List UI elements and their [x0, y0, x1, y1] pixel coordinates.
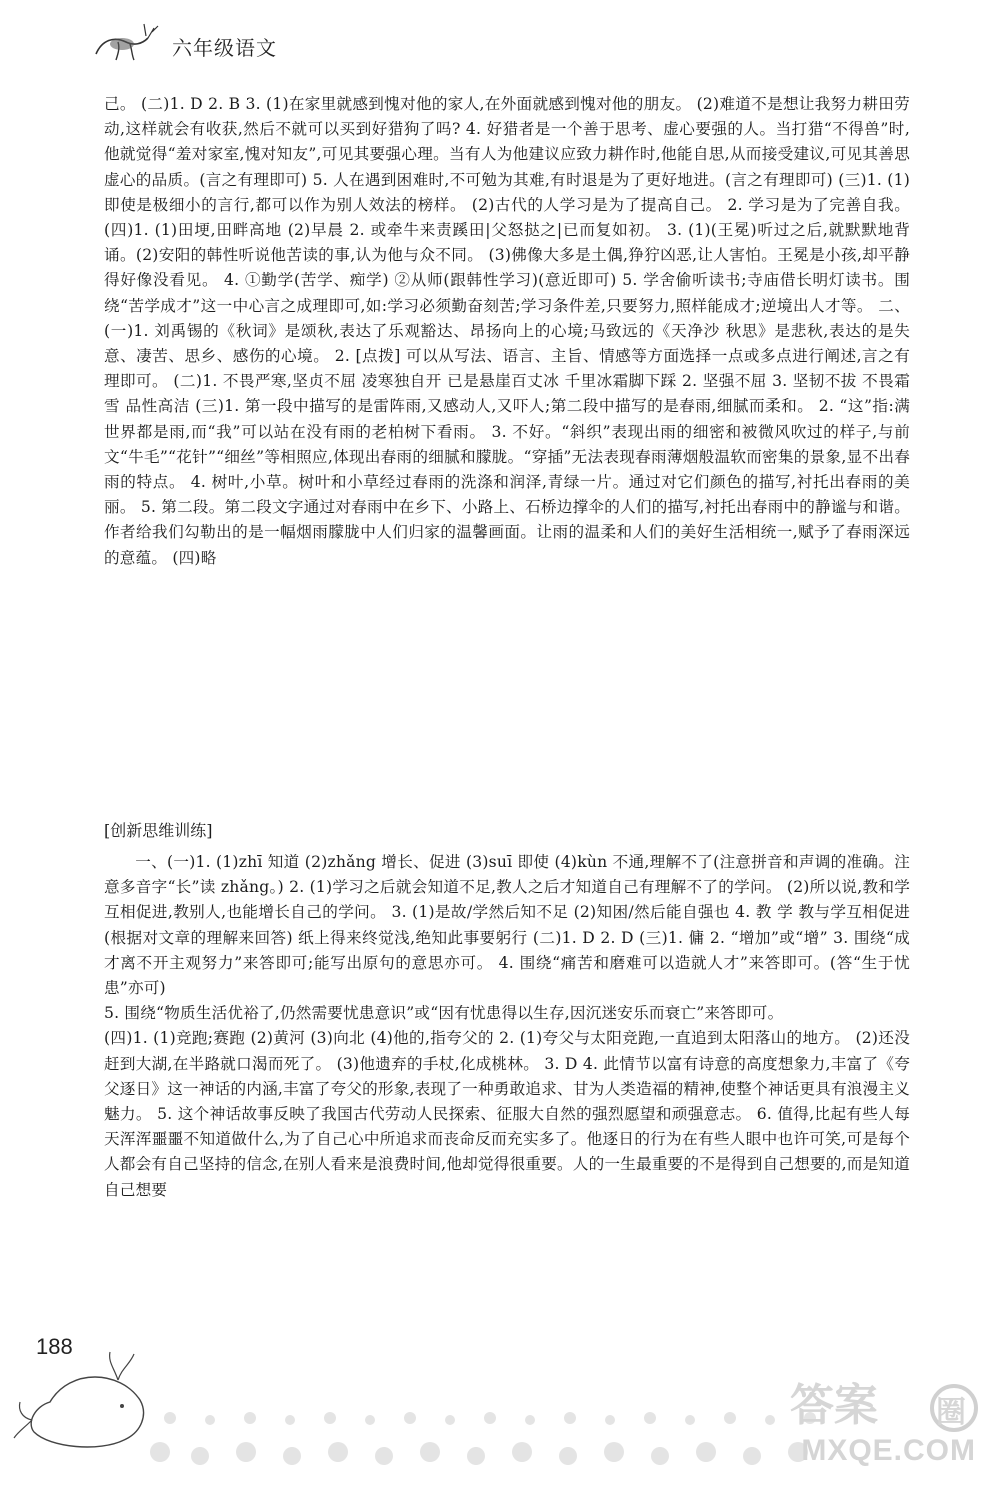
answer-paragraph: 己。 (二)1. D 2. B 3. (1)在家里就感到愧对他的家人,在外面就感到愧对他的朋友。 (2)难道不是想让我努力耕田劳动,这样就会有收获,然后不就可以买到好猎狗了吗? 4. 好猎者是一个善于思考、虚心要强的人。当打猎“不得兽”时,他就觉得“羞对家室,愧对知友”,可见其要强心理。当有人为他建议应致力耕作时,他能自思,从而接受建议,可见其善思虚心的品质。(言之有理即可) 5. 人在遇到困难时,不可勉为其难,有时退是为了更好地进。(言之有理即可) (三)1. (1)即使是极细小的言行,都可以作为别人效法的榜样。 (2)古代的人学习是为了提高自己。 2. 学习是为了完善自我。 (四)1. (1)田埂,田畔高地 (2)早晨 2. 或牵牛来责蹊田|父怒挞之|已而复如初。 3. (1)(王冕)听过之后,就默默地背诵。(2)安阳的韩性听说他苦读的事,认为他与众不同。 (3)佛像大多是土偶,狰狞凶恶,让人害怕。王冕是小孩,却平静得好像没看见。 4. ①勤学(苦学、痴学) ②从师(跟韩性学习)(意近即可) 5. 学舍偷听读书;寺庙借长明灯读书。围绕“苦学成才”这一中心言之成理即可,如:学习必须勤奋刻苦;学习条件差,只要努力,照样能成才;逆境出人才等。 二、(一)1. 刘禹锡的《秋词》是颂秋,表达了乐观豁达、昂扬向上的心境;马致远的《天净沙 秋思》是悲秋,表达的是失意、凄苦、思乡、感伤的心境。 2. [点拨] 可以从写法、语言、主旨、情感等方面选择一点或多点进行阐述,言之有理即可。 (二)1. 不畏严寒,坚贞不屈 凌寒独自开 已是悬崖百丈冰 千里冰霜脚下踩 2. 坚强不屈 3. 坚韧不拔 不畏霜雪 品性高洁 (三)1. 第一段中描写的是雷阵雨,又感动人,又吓人;第二段中描写的是春雨,细腻而柔和。 2. “这”指:满世界都是雨,而“我”可以站在没有雨的老柏树下看雨。 3. 不好。“斜织”表现出雨的细密和被微风吹过的样子,与前文“牛毛”“花针”“细丝”等相照应,体现出春雨的细腻和朦胧。“穿插”无法表现春雨薄烟般温软而密集的景象,显不出春雨的特点。 4. 树叶,小草。树叶和小草经过春雨的洗涤和润泽,青绿一片。通过对它们颜色的描写,衬托出春雨的美丽。 5. 第二段。第二段文字通过对春雨中在乡下、小路上、石桥边撑伞的人们的描写,衬托出春雨中的静谧与和谐。作者给我们勾勒出的是一幅烟雨朦胧中人们归家的温馨画面。让雨的温柔和人们的美好生活相统一,赋予了春雨深远的意蕴。 (四)略 — [104, 95, 910, 567]
header-title: 六年级语文 — [172, 36, 277, 60]
answer-text-section — [104, 850, 910, 1203]
page-number: 188 — [36, 1334, 73, 1359]
answer-paragraph: (四)1. (1)竞跑;赛跑 (2)黄河 (3)向北 (4)他的,指夸父的 2. (1)夸父与太阳竞跑,一直追到太阳落山的地方。 (2)还没赶到大湖,在半路就口渴而死了。 (3)他遗弃的手杖,化成桃林。 3. D 4. 此情节以富有诗意的高度想象力,丰富了《夸父逐日》这一神话的内涵,丰富了夸父的形象,表现了一种勇敢追求、甘为人类造福的精神,使整个神话更具有浪漫主义魅力。 5. 这个神话故事反映了我国古代劳动人民探索、征服大自然的强烈愿望和顽强意志。 6. 值得,比起有些人每天浑浑噩噩不知道做什么,为了自己心中所追求而丧命反而充实多了。他逐日的行为在有些人眼中也许可笑,可是每个人都会有自己坚持的信念,在别人看来是浪费时间,他却觉得很重要。人的一生最重要的不是得到自己想要的,而是知道自己想要 — [104, 1029, 910, 1199]
answer-text-main — [104, 92, 910, 571]
svg-text:圈: 圈 — [936, 1395, 966, 1430]
answer-paragraph: 5. 围绕“物质生活优裕了,仍然需要忧患意识”或“因有忧患得以生存,因沉迷安乐而衰亡”来答即可。 — [104, 1004, 784, 1023]
svg-text:答案: 答案 — [790, 1380, 878, 1431]
answer-paragraph: 一、(一)1. (1)zhī 知道 (2)zhǎng 增长、促进 (3)suī 即使 (4)kùn 不通,理解不了(注意拼音和声调的准确。注意多音字“长”读 zhǎng。) 2. (1)学习之后就会知道不足,教人之后才知道自己有理解不了的学问。 (2)所以说,教和学互相促进,教别人,也能增长自己的学问。 3. (1)是故/学然后知不足 (2)知困/然后能自强也 4. 教 学 教与学互相促进(根据对文章的理解来回答) 纸上得来终觉浅,绝知此事要躬行 (二)1. D 2. D (三)1. 傭 2. “增加”或“增” 3. 围绕“成才离不开主观努力”来答即可;能写出原句的意思亦可。 4. 围绕“痛苦和磨难可以造就人才”来答即可。(答“生于忧患”亦可) — [104, 853, 910, 998]
section-heading: [创新思维训练] — [104, 821, 213, 840]
page-header — [0, 0, 1000, 80]
watermark-url: MXQE.COM — [801, 1434, 976, 1467]
deer-illustration-icon — [88, 14, 168, 64]
